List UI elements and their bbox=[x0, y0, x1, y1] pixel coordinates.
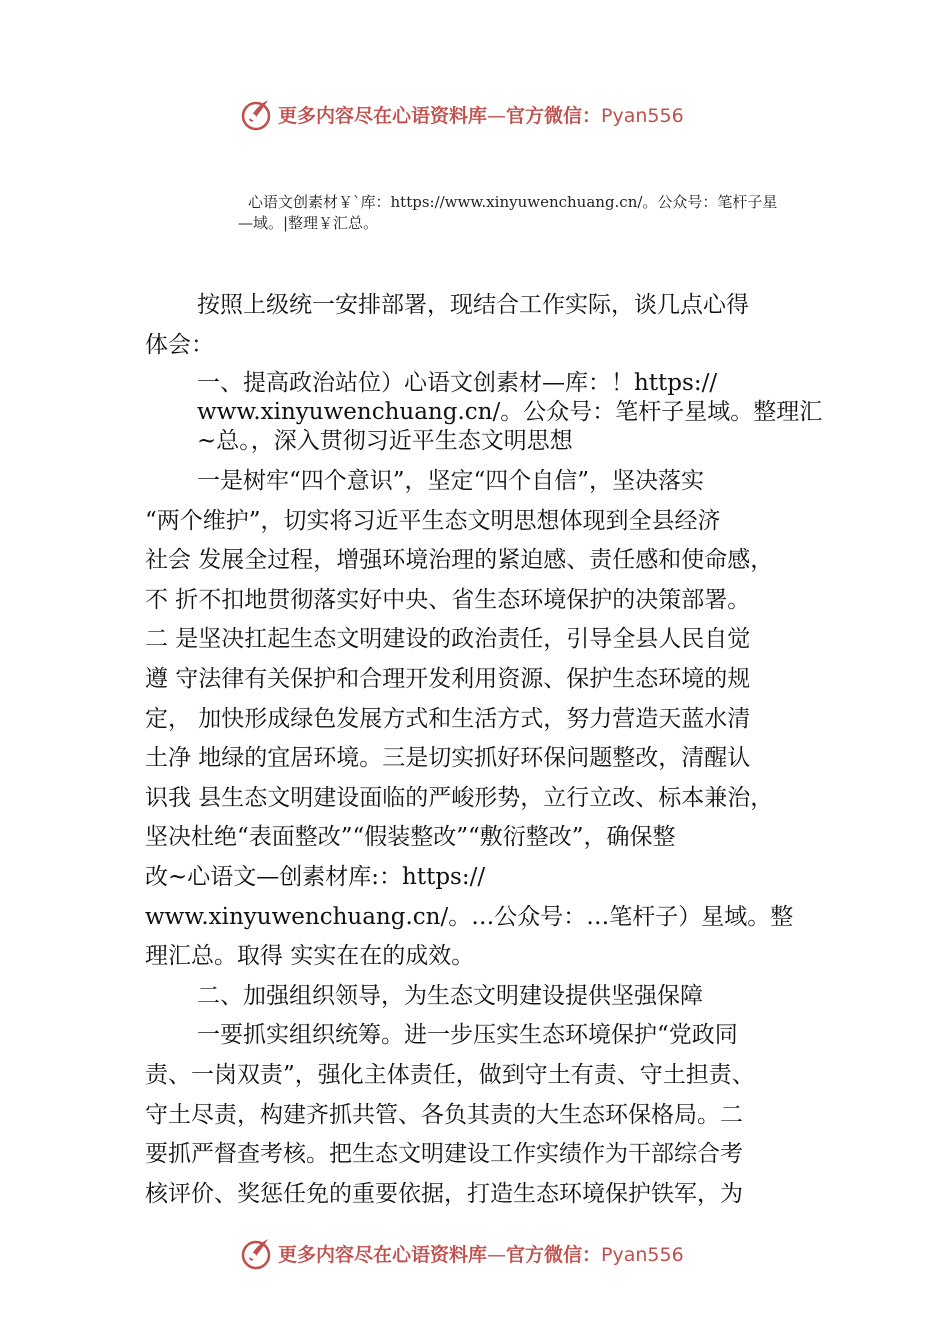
text-line: 二 是坚决扛起生态文明建设的政治责任，引导全县人民自觉 bbox=[145, 626, 751, 653]
heading-line: www.xinyuwenchuang.cn/。公众号：笔杆子星域。整理汇 bbox=[197, 399, 823, 426]
paragraph-1 bbox=[145, 462, 845, 977]
footer-watermark bbox=[238, 1233, 684, 1273]
brush-logo-icon bbox=[238, 96, 274, 132]
text-line: 遵 守法律有关保护和合理开发利用资源、保护生态环境的规 bbox=[145, 665, 751, 692]
text-line: 责、一岗双责”，强化主体责任，做到守土有责、守土担责、 bbox=[145, 1061, 755, 1088]
text-line: 土净 地绿的宜居环境。三是切实抓好环保问题整改，清醒认 bbox=[145, 745, 751, 772]
text-line: 改~心语文—创素材库:：https:// bbox=[145, 863, 486, 890]
text-line: 一要抓实组织统筹。进一步压实生态环境保护“党政同 bbox=[197, 1022, 738, 1049]
text-line: 定， 加快形成绿色发展方式和生活方式，努力营造天蓝水清 bbox=[145, 705, 751, 732]
watermark-text: 更多内容尽在心语资料库—官方微信：Pyan556 bbox=[278, 1243, 684, 1266]
document-body-continued bbox=[145, 462, 845, 1214]
text-line: 不 折不扣地贯彻落实好中央、省生态环境保护的决策部署。 bbox=[145, 586, 751, 613]
heading-line: ~总。，深入贯彻习近平生态文明思想 bbox=[197, 428, 573, 455]
source-line-2: —域。|整理￥汇总。 bbox=[238, 214, 379, 232]
source-line-1: 心语文创素材￥`库：https://www.xinyuwenchuang.cn/。公众号：笔杆子星 bbox=[248, 193, 778, 211]
watermark-text: 更多内容尽在心语资料库—官方微信：Pyan556 bbox=[278, 104, 684, 127]
section-heading-2: 二、加强组织领导，为生态文明建设提供坚强保障 bbox=[197, 982, 703, 1009]
text-line: “两个维护”，切实将习近平生态文明思想体现到全县经济 bbox=[145, 507, 721, 534]
text-line: www.xinyuwenchuang.cn/。…公众号：…笔杆子）星域。整 bbox=[145, 903, 794, 930]
text-line: 识我 县生态文明建设面临的严峻形势，立行立改、标本兼治， bbox=[145, 784, 774, 811]
heading-line: 一、提高政治站位）心语文创素材—库：！https:// bbox=[197, 370, 718, 397]
source-note bbox=[238, 192, 842, 234]
text-line: 核评价、奖惩任免的重要依据，打造生态环境保护铁军，为 bbox=[145, 1180, 743, 1207]
paragraph-2 bbox=[145, 1016, 845, 1214]
header-watermark bbox=[238, 94, 684, 134]
text-line: 守土尽责，构建齐抓共管、各负其责的大生态环保格局。二 bbox=[145, 1101, 743, 1128]
intro-line: 按照上级统一安排部署，现结合工作实际，谈几点心得 bbox=[197, 292, 749, 318]
text-line: 一是树牢“四个意识”，坚定“四个自信”，坚决落实 bbox=[197, 468, 705, 494]
text-line: 要抓严督查考核。把生态文明建设工作实绩作为干部综合考 bbox=[145, 1141, 743, 1168]
document-body bbox=[145, 286, 845, 462]
brush-logo-icon bbox=[238, 1235, 274, 1271]
section-heading-1 bbox=[145, 369, 845, 456]
intro-line: 体会： bbox=[145, 331, 214, 358]
text-line: 社会 发展全过程，增强环境治理的紧迫感、责任感和使命感， bbox=[145, 547, 774, 574]
text-line: 理汇总。取得 实实在在的成效。 bbox=[145, 943, 475, 970]
text-line: 坚决杜绝“表面整改”“假装整改”“敷衍整改”，确保整 bbox=[145, 824, 676, 851]
